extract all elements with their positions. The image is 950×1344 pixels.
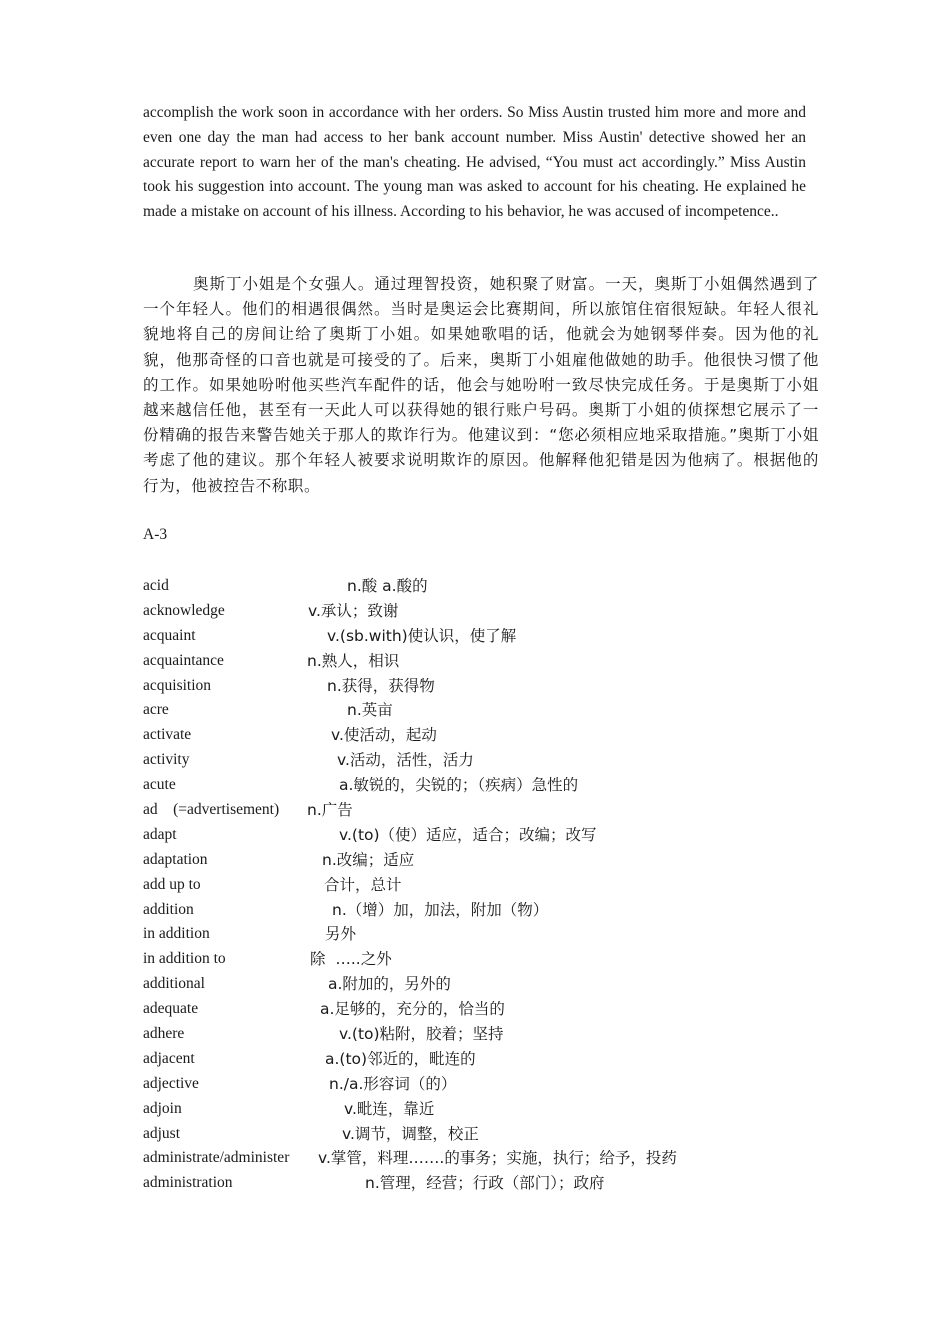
chinese-translation: 奥斯丁小姐是个女强人。通过理智投资，她积聚了财富。一天，奥斯丁小姐偶然遇到了一个年轻人。他们的相遇很偶然。当时是奥运会比赛期间，所以旅馆住宿很短缺。年轻人很礼貌地将自己的房间让给了奥斯丁小姐。如果她歌唱的话，他就会为她钢琴伴奏。因为他的礼貌，他那奇怪的口音也就是可接受的了。后来，奥斯丁小姐雇他做她的助手。他很快习惯了他的工作。如果她吩咐他买些汽车配件的话，他会与她吩咐一致尽快完成任务。于是奥斯丁小姐越来越信任他，甚至有一天此人可以获得她的银行账户号码。奥斯丁小姐的侦探想它展示了一份精确的报告来警告她关于那人的欺诈行为。他建议到：“您必须相应地采取措施。”奥斯丁小姐考虑了他的建议。那个年轻人被要求说明欺诈的原因。他解释他犯错是因为他病了。根据他的行为，他被控告不称职。 [143, 275, 819, 495]
vocab-word: add up to [143, 875, 201, 893]
english-passage: accomplish the work soon in accordance with her orders. So Miss Austin trusted him more and more and even one day the man had access to her bank account number. Miss Austin' detective showed her an accurate report to warn her of the man's cheating. He advised, “You must act accordingly.” Miss Austin took his suggestion into account. The young man was asked to account for his cheating. He explained he made a mistake on account of his illness. According to his behavior, he was accused of incompetence.. [143, 104, 806, 221]
vocab-word: adapt [143, 825, 177, 843]
vocab-entry [143, 947, 843, 972]
vocab-definition: n.酸 a.酸的 [347, 577, 428, 595]
vocab-word: activity [143, 751, 190, 769]
vocab-definition: n.英亩 [347, 701, 393, 720]
vocab-definition: v.掌管，料理…….的事务；实施，执行；给予，投药 [318, 1149, 677, 1168]
vocab-entry [143, 723, 843, 748]
vocab-entry [143, 1097, 843, 1122]
vocab-entry [143, 997, 843, 1022]
vocab-entry [143, 972, 843, 997]
vocab-definition: n.（增）加，加法，附加（物） [332, 900, 549, 919]
vocab-definition: v.使活动，起动 [331, 726, 437, 745]
vocab-word: acute [143, 776, 176, 794]
vocab-word: administrate/administer [143, 1149, 290, 1167]
vocab-entry [143, 1022, 843, 1047]
vocab-word: additional [143, 975, 205, 993]
vocab-definition: a.敏锐的，尖锐的；（疾病）急性的 [339, 776, 579, 795]
vocab-definition: n.改编；适应 [322, 850, 415, 869]
vocab-entry [143, 873, 843, 898]
vocab-entry [143, 898, 843, 923]
vocab-word: acquaint [143, 626, 196, 644]
vocab-entry [143, 1122, 843, 1147]
vocab-definition: n.管理，经营；行政（部门）；政府 [365, 1174, 605, 1193]
vocab-word: acquisition [143, 676, 212, 694]
vocab-definition: v.(to)粘附，胶着；坚持 [339, 1025, 504, 1044]
vocab-definition: v.调节，调整，校正 [342, 1124, 479, 1143]
vocab-word: acquaintance [143, 651, 224, 669]
vocab-entry [143, 773, 843, 798]
vocab-word: activate [143, 726, 192, 744]
vocab-entry [143, 848, 843, 873]
vocab-entry [143, 1047, 843, 1072]
vocab-definition: v.(sb.with)使认识，使了解 [327, 626, 517, 645]
vocab-entry [143, 1146, 843, 1171]
vocab-word: acknowledge [143, 601, 225, 619]
vocab-word: adequate [143, 1000, 199, 1018]
vocab-definition: a.附加的，另外的 [328, 975, 451, 994]
vocab-entry [143, 798, 843, 823]
vocab-definition: n./a.形容词（的） [329, 1074, 457, 1093]
vocab-entry [143, 922, 843, 947]
vocab-entry [143, 649, 843, 674]
vocab-entry [143, 698, 843, 723]
vocab-word: acid [143, 577, 169, 594]
vocab-word: acre [143, 701, 169, 719]
vocab-word: ad (=advertisement) [143, 801, 280, 819]
vocab-definition: a.(to)邻近的，毗连的 [325, 1049, 476, 1068]
vocab-entry [143, 574, 843, 599]
vocab-word: adjacent [143, 1049, 195, 1067]
vocab-word: in addition [143, 925, 210, 943]
vocab-definition: v.承认；致谢 [308, 601, 399, 620]
vocab-definition: v.活动，活性，活力 [337, 751, 474, 770]
vocab-entry [143, 599, 843, 624]
vocabulary-list [143, 574, 843, 1196]
vocab-definition: n.广告 [307, 801, 353, 820]
vocab-definition: v.(to)（使）适应，适合；改编；改写 [339, 825, 597, 844]
vocab-definition: v.毗连，靠近 [344, 1099, 435, 1118]
vocab-definition: 另外 [325, 925, 357, 944]
vocab-entry [143, 1171, 843, 1196]
vocab-word: addition [143, 900, 194, 918]
vocab-entry [143, 1072, 843, 1097]
vocab-definition: 除 …..之外 [310, 950, 392, 969]
vocab-definition: n.熟人，相识 [307, 651, 400, 670]
vocab-word: in addition to [143, 950, 226, 968]
vocab-word: adjust [143, 1124, 181, 1142]
section-heading: A-3 [143, 526, 168, 543]
vocab-word: adjoin [143, 1099, 182, 1117]
vocab-entry [143, 674, 843, 699]
vocab-definition: n.获得，获得物 [327, 676, 435, 695]
vocab-word: adhere [143, 1025, 185, 1043]
vocab-word: adaptation [143, 850, 208, 868]
vocab-definition: a.足够的，充分的，恰当的 [320, 1000, 505, 1019]
vocab-entry [143, 624, 843, 649]
vocab-word: administration [143, 1174, 233, 1192]
vocab-entry [143, 823, 843, 848]
vocab-word: adjective [143, 1074, 199, 1092]
vocab-entry [143, 748, 843, 773]
vocab-definition: 合计，总计 [324, 875, 402, 894]
